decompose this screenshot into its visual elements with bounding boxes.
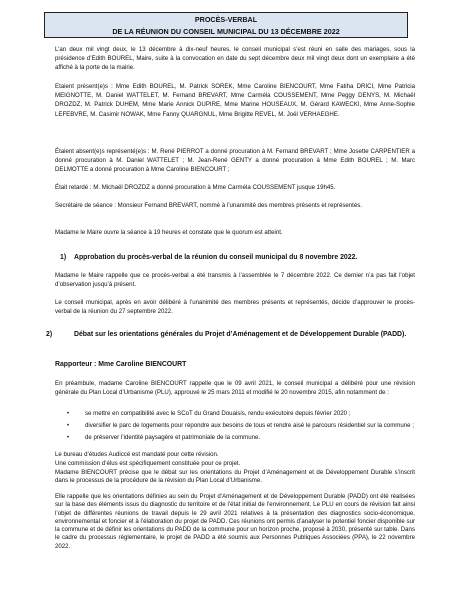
section-2-heading xyxy=(46,330,415,340)
document-title-box xyxy=(44,12,408,38)
section-2-paragraph-1: En préambule, madame Caroline BIENCOURT rappelle que le 09 avril 2021, le conseil municipal a délibéré pour une révision générale du Plan Local d’Urbanisme (PLU), approuvé le 25 mars 2011 et modifié le 20 novembre 2015, afin notamment de : xyxy=(55,380,415,397)
section-2-after-1: Le bureau d’études Audiccé est mandaté pour cette révision. xyxy=(55,451,219,458)
section-2-number: 2) xyxy=(46,331,53,338)
section-2-title: Débat sur les orientations générales du Projet d’Aménagement et de Développement Durable (PADD). xyxy=(74,331,407,338)
section-1-paragraph-2: Le conseil municipal, après en avoir délibéré à l’unanimité des membres présents et représentés, décide d’approuver le procès-verbal de la réunion du 27 septembre 2022. xyxy=(55,299,415,316)
section-1-paragraph-1: Madame le Maire rappelle que ce procès-verbal a été transmis à l’assemblée le 7 décembre 2022. Ce dernier n’a pas fait l’objet d’observation jusqu’à présent. xyxy=(55,272,415,289)
intro-paragraph: L’an deux mil vingt deux, le 13 décembre à dix-neuf heures, le conseil municipal s’est réuni en salle des mariages, sous la présidence d’Edith BOUREL, Maire, suite à la convocation en date du sept décembre deux mil vingt deux dont un exemplaire a été affiché à la porte de la mairie. xyxy=(55,46,415,72)
list-item xyxy=(55,421,415,430)
list-item-text: se mettre en compatibilité avec le SCoT du Grand Douaisis, rendu exécutoire depuis février 2020 ; xyxy=(85,410,351,417)
section-1-number: 1) xyxy=(60,254,67,261)
section-2-after-2: Une commission d’élus est spécifiquement constituée pour ce projet. xyxy=(55,460,241,467)
list-item xyxy=(55,433,415,442)
document-title: PROCÈS-VERBAL xyxy=(194,15,258,24)
absent-members-paragraph: Étaient absent(e)s représenté(e)s : M. René PIERROT a donné procuration à M. Fernand BREVART ; Mme Josette CARPENTIER a donné procuration à M. Daniel WATTELET ; M. Jean-René GENTY a donné procuration à Mme Edith BOUREL ; M. Marc DELMOTTE a donné procuration à Mme Caroline BIENCOURT ; xyxy=(55,148,415,174)
section-1-title: Approbation du procès-verbal de la réunion du conseil municipal du 8 novembre 2022. xyxy=(74,254,358,261)
objectives-list xyxy=(55,409,415,443)
section-2-after-3: Madame BIENCOURT précise que le débat sur les orientations du Projet d’Aménagement et de Développement Durable s’inscrit dans le processus de la procédure de la révision du Plan Local d’Urbanisme. xyxy=(55,469,415,485)
rapporteur-line: Rapporteur : Mme Caroline BIENCOURT xyxy=(55,361,187,368)
bullet-icon: • xyxy=(67,434,70,442)
present-members-paragraph: Etaient présent(e)s : Mme Edith BOUREL, M. Patrick SOREK, Mme Caroline BIENCOURT, Mme Fatiha DRICI, Mme Patricia MEIGNOTTE, M. Daniel WATTELET, M. Fernand BREVART, Mme Carméla COUSSEMENT, Mme Peggy DENYS, M. Michaël DROZDZ, M. Patrick DUHEM, Mme Marie Annick DUPIRE, Mme Marine HOUSEAUX, M. Gérard KAWECKI, Mme Anne-Sophie LEFEBVRE, M. Casimir NOWAK, Mme Fanny QUARGNUL, Mme Brigitte REVEL, M. Joël VERHAEGHE. xyxy=(55,83,415,118)
list-item xyxy=(55,409,415,418)
document-subtitle: DE LA RÉUNION DU CONSEIL MUNICIPAL DU 13 DÉCEMBRE 2022 xyxy=(112,27,340,36)
secretary-paragraph: Secrétaire de séance : Monsieur Fernand BREVART, nommé à l’unanimité des membres présents et représentés. xyxy=(55,202,362,209)
bullet-icon: • xyxy=(67,410,70,417)
list-item-text: de préserver l’identité paysagère et patrimoniale de la commune. xyxy=(85,434,261,442)
opening-paragraph: Madame le Maire ouvre la séance à 19 heures et constate que le quorum est atteint. xyxy=(55,229,283,236)
section-2-after-4: Elle rappelle que les orientations définies au sein du Projet d’Aménagement et de Développement Durable (PADD) ont été réalisées sur la base des éléments issus du diagnostic du territoire et de l’état initial de l’environnement. Le PLU en cours de révision fait ainsi l’objet de différentes réunions de travail depuis le 29 avril 2021 relatives à la présentation des diagnostics socio-économique, environnemental et foncier et à l’élaboration du projet de PADD. Ces réunions ont permis d’analyser le potentiel foncier disponible sur la commune et de définir les orientations du PADD de la commune pour un horizon proche, proposé à 2030, présenté sur table. Dans le cadre du processus réglementaire, le projet de PADD a été soumis aux Personnes Publiques Associées (PPA), le 22 novembre 2022. xyxy=(55,493,415,550)
late-member-paragraph: Était retardé : M. Michaël DROZDZ a donné procuration à Mme Carméla COUSSEMENT jusque 19h45. xyxy=(55,184,336,191)
list-item-text: diversifier le parc de logements pour répondre aux besoins de tous et rendre aisé le parcours résidentiel sur la commune ; xyxy=(85,422,414,430)
section-1-heading xyxy=(60,253,415,263)
bullet-icon: • xyxy=(67,422,70,430)
